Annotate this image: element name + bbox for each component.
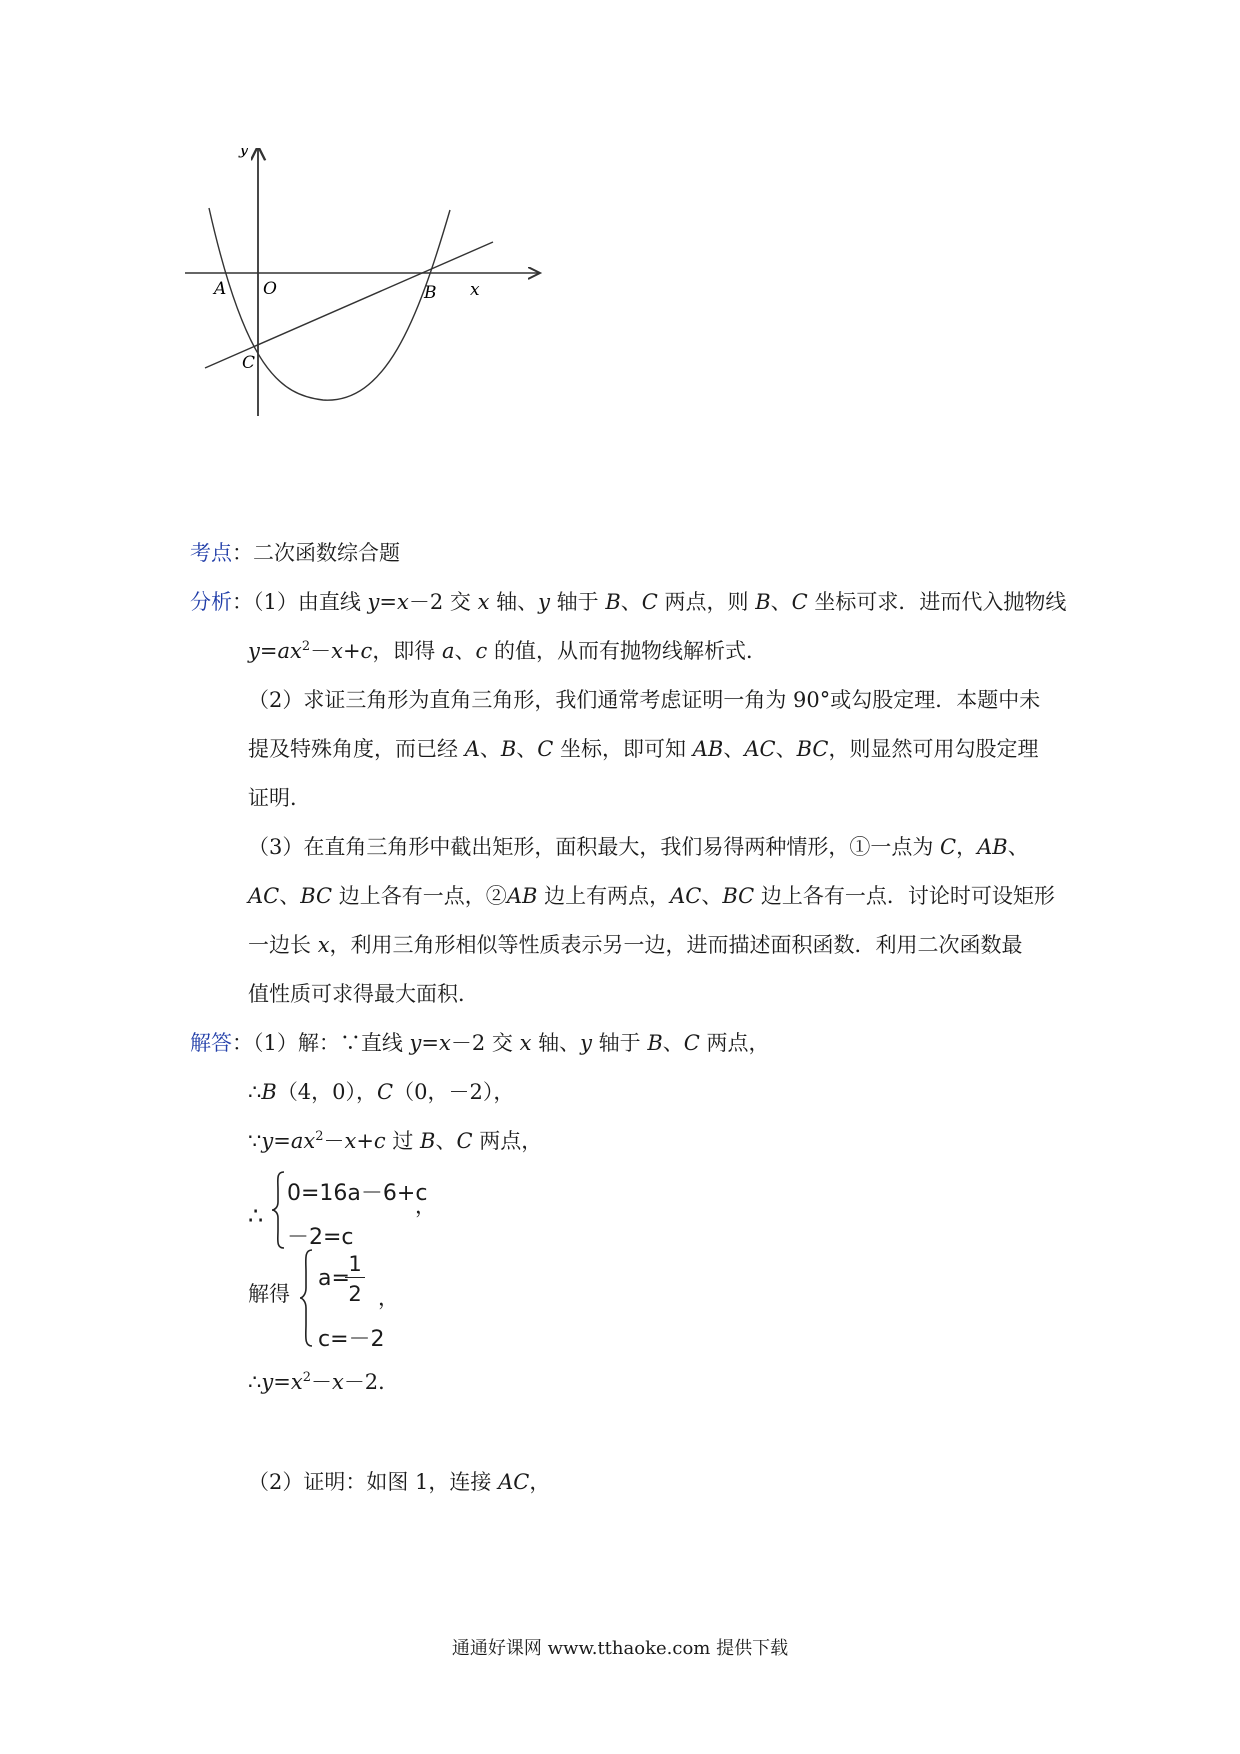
page-footer: 通通好课网 www.tthaoke.com 提供下载 xyxy=(451,1638,789,1659)
point-a-label: A xyxy=(214,279,227,299)
system2-row1-left: a= xyxy=(318,1266,350,1291)
superscript: 2 xyxy=(315,1129,324,1144)
text-run: 、 xyxy=(1007,835,1029,859)
math-run: x xyxy=(519,1031,532,1055)
math-run: y xyxy=(580,1031,592,1055)
text-run: （2）求证三角形为直角三角形，我们通常考虑证明一角为 90°或勾股定理．本题中未 xyxy=(248,688,1041,712)
text-run: ，即得 xyxy=(372,639,442,663)
therefore-symbol: ∴ xyxy=(248,1370,262,1394)
math-run: A xyxy=(464,737,480,761)
point-o-label: O xyxy=(263,279,277,299)
text-run: － xyxy=(310,1370,332,1394)
system2-row2: c=－2 xyxy=(318,1327,385,1352)
math-run: y=x xyxy=(261,1370,303,1394)
math-run: AC xyxy=(498,1470,530,1494)
math-run: AB xyxy=(692,737,724,761)
fenxi-line-7 xyxy=(248,886,1055,907)
text-run: 轴、 xyxy=(489,590,539,614)
text-run: 、 xyxy=(701,884,723,908)
jieda-line-2 xyxy=(248,1082,514,1103)
text-run: 、 xyxy=(775,737,797,761)
text-run: 轴于 xyxy=(591,1031,648,1055)
math-run: AB xyxy=(977,835,1008,859)
text-run: －2 交 xyxy=(450,1031,520,1055)
text-run: 、 xyxy=(516,737,538,761)
math-run: x xyxy=(331,1370,344,1394)
y-axis-label: y xyxy=(239,148,249,159)
system1-therefore: ∴ xyxy=(248,1202,264,1230)
fenxi-sep: ： xyxy=(232,590,253,614)
text-run: －2 交 xyxy=(408,590,478,614)
text-run: 边上各有一点，② xyxy=(332,884,507,908)
math-run: y=x xyxy=(367,590,409,614)
jieda-line-3 xyxy=(248,1131,542,1152)
text-run: ，利用三角形相似等性质表示另一边，进而描述面积函数．利用二次函数最 xyxy=(329,933,1023,957)
system1-row1: 0=16a－6+c xyxy=(287,1181,428,1206)
math-run: x+c xyxy=(344,1129,386,1153)
text-run: 两点，则 xyxy=(657,590,756,614)
kaodian-text: 二次函数综合题 xyxy=(253,541,400,565)
math-run: y=ax xyxy=(261,1129,316,1153)
system2-comma: ， xyxy=(378,1286,399,1310)
text-run: 、 xyxy=(662,1031,684,1055)
kaodian-label: 考点 xyxy=(190,541,232,565)
fenxi-line-6 xyxy=(248,837,1029,858)
therefore-symbol: ∴ xyxy=(248,1080,262,1104)
text-run: 证明． xyxy=(248,786,311,810)
text-run: 、 xyxy=(279,884,301,908)
because-symbol: ∵ xyxy=(248,1129,262,1153)
math-run: AC xyxy=(248,884,280,908)
text-run: 过 xyxy=(385,1129,421,1153)
math-run: B xyxy=(605,590,621,614)
math-run: y=x xyxy=(409,1031,451,1055)
jieda-part2-line xyxy=(248,1472,550,1493)
math-run: y=ax xyxy=(248,639,302,663)
math-run: B xyxy=(755,590,771,614)
jieda-line-1 xyxy=(190,1033,770,1054)
text-run: （0，－2）， xyxy=(393,1080,515,1104)
math-run: BC xyxy=(300,884,333,908)
math-run: B xyxy=(420,1129,436,1153)
fraction-bar xyxy=(345,1277,365,1278)
line-graph xyxy=(205,242,493,368)
math-run: C xyxy=(456,1129,473,1153)
math-run: C xyxy=(683,1031,700,1055)
point-b-label: B xyxy=(424,283,437,303)
text-run: 值性质可求得最大面积． xyxy=(248,982,479,1006)
jieda-label: 解答 xyxy=(190,1031,232,1055)
text-run: 提及特殊角度，而已经 xyxy=(248,737,465,761)
math-run: BC xyxy=(796,737,829,761)
text-run: －2． xyxy=(343,1370,400,1394)
text-run: 轴于 xyxy=(549,590,606,614)
kaodian-line xyxy=(190,543,400,564)
text-run: （3）在直角三角形中截出矩形，面积最大，我们易得两种情形，①一点为 xyxy=(248,835,941,859)
graph-figure xyxy=(185,148,545,432)
text-run: ， xyxy=(529,1470,551,1494)
graph-svg xyxy=(185,148,545,428)
text-run: 一边长 xyxy=(248,933,318,957)
math-run: B xyxy=(500,737,517,761)
jieda-sep: ： xyxy=(232,1031,253,1055)
math-run: C xyxy=(537,737,554,761)
math-run: B xyxy=(261,1080,277,1104)
math-run: y xyxy=(538,590,550,614)
system1-comma: ， xyxy=(415,1194,436,1218)
text-run: 坐标，即可知 xyxy=(553,737,693,761)
math-run: a xyxy=(442,639,455,663)
system2-fraction-denominator: 2 xyxy=(348,1282,362,1306)
text-run: 、 xyxy=(479,737,501,761)
fenxi-line-8 xyxy=(248,935,1023,956)
text-run: 边上各有一点．讨论时可设矩形 xyxy=(754,884,1055,908)
math-run: AB xyxy=(506,884,538,908)
math-run: x+c xyxy=(331,639,373,663)
point-c-label: C xyxy=(242,353,256,373)
text-run: 两点， xyxy=(699,1031,770,1055)
text-run: 、 xyxy=(723,737,745,761)
superscript: 2 xyxy=(301,639,311,654)
fenxi-line-1 xyxy=(190,592,1066,613)
math-run: C xyxy=(377,1080,394,1104)
fenxi-label: 分析 xyxy=(190,590,232,614)
text-run: ，则显然可用勾股定理 xyxy=(828,737,1039,761)
text-run: 边上有两点， xyxy=(537,884,671,908)
system2-label: 解得 xyxy=(248,1282,290,1306)
math-run: C xyxy=(940,835,957,859)
x-axis-label: x xyxy=(470,280,480,300)
fenxi-line-3 xyxy=(248,690,1040,711)
math-run: C xyxy=(791,590,808,614)
fenxi-line-2 xyxy=(248,641,767,662)
math-run: B xyxy=(647,1031,663,1055)
text-run: 的值，从而有抛物线解析式． xyxy=(487,639,767,663)
text-run: 坐标可求．进而代入抛物线 xyxy=(807,590,1067,614)
text-run: （1）由直线 xyxy=(253,590,368,614)
text-run: （2）证明：如图 1，连接 xyxy=(248,1470,499,1494)
text-run: － xyxy=(310,639,332,663)
math-run: c xyxy=(475,639,488,663)
fenxi-line-4 xyxy=(248,739,1038,760)
text-run: 、 xyxy=(620,590,642,614)
text-run: 两点， xyxy=(472,1129,543,1153)
math-run: C xyxy=(641,590,658,614)
text-run: （1）解：∵直线 xyxy=(253,1031,410,1055)
text-run: （4，0）， xyxy=(276,1080,378,1104)
math-run: x xyxy=(317,933,330,957)
text-run: 、 xyxy=(770,590,792,614)
math-run: AC xyxy=(670,884,702,908)
text-run: － xyxy=(323,1129,345,1153)
math-run: AC xyxy=(744,737,776,761)
math-run: BC xyxy=(722,884,755,908)
kaodian-sep: ： xyxy=(232,541,253,565)
fenxi-line-5 xyxy=(248,788,311,809)
text-run: 、 xyxy=(454,639,476,663)
system2-brace xyxy=(298,1248,314,1348)
superscript: 2 xyxy=(302,1370,311,1385)
text-run: 轴、 xyxy=(531,1031,581,1055)
text-run: 、 xyxy=(435,1129,457,1153)
text-run: ， xyxy=(956,835,978,859)
system2-fraction-numerator: 1 xyxy=(348,1252,362,1276)
fenxi-line-9 xyxy=(248,984,479,1005)
math-run: x xyxy=(477,590,490,614)
jieda-line-result xyxy=(248,1372,399,1393)
system1-brace xyxy=(270,1170,286,1250)
system1-row2: －2=c xyxy=(287,1225,354,1250)
